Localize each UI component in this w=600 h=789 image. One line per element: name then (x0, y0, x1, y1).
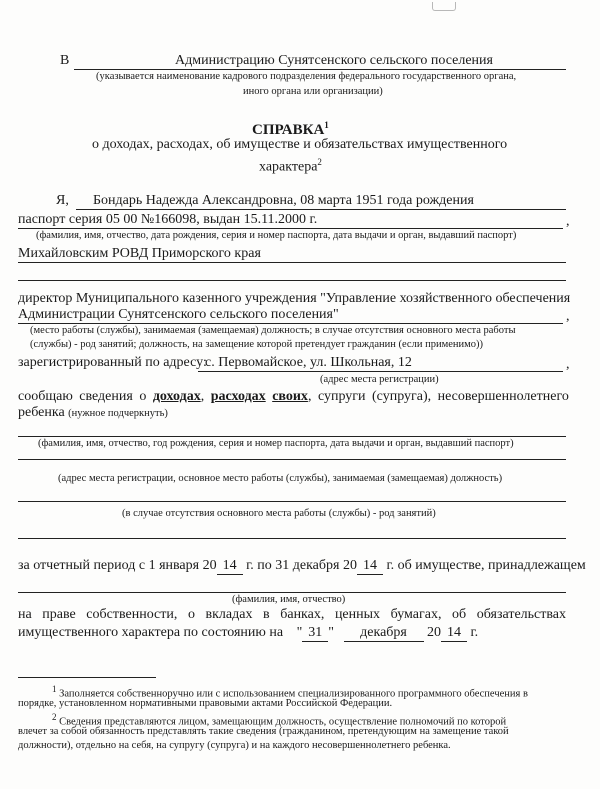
title-line-3: характера$^2$ (259, 157, 322, 175)
work-hint-2: (службы) - род занятий; должность, на замещение которой претендует гражданин (если применимо)) (30, 339, 483, 350)
passport-underline (18, 228, 563, 229)
ownership-line-1: на праве собственности, о вкладах в банках, ценных бумагах, об обязательствах (18, 607, 566, 622)
footnote-2-line-1: $^2$ Сведения представляются лицом, замещающим должность, осуществление полномочий по которой (52, 712, 507, 728)
address-label: зарегистрированный по адресу: (18, 355, 207, 370)
address-comma: , (566, 357, 570, 372)
work-line-1: директор Муниципального казенного учреждения "Управление хозяйственного обеспечения (18, 291, 571, 306)
person-name: Бондарь Надежда Александровна, 08 марта 1951 года рождения (93, 193, 474, 208)
fio-hint: (фамилия, имя, отчество) (232, 594, 346, 605)
person-underline (76, 209, 566, 210)
work-hint-1: (место работы (службы), занимаемая (замещаемая) должность; в случае отсутствия основного места работы (30, 325, 516, 336)
passport-issuer: Михайловским РОВД Приморского края (18, 246, 261, 261)
work-line-2: Администрации Сунятсенского сельского поселения" (18, 307, 339, 322)
person-hint: (фамилия, имя, отчество, дата рождения, серия и номер паспорта, дата выдачи и орган, выдавший паспорт) (36, 230, 517, 241)
family-hint: (фамилия, имя, отчество, год рождения, серия и номер паспорта, дата выдачи и орган, выдавший паспорт) (38, 438, 514, 449)
ya-label: Я, (56, 193, 69, 208)
recipient-prefix: В (60, 53, 70, 68)
report-child: ребенка (нужное подчеркнуть) (18, 405, 168, 420)
recipient-hint-1: (указывается наименование кадрового подразделения федерального государственного органа, (96, 71, 517, 82)
recipient-underline (74, 69, 566, 70)
document-title: СПРАВКА$^1$ (252, 120, 329, 138)
work-comma: , (566, 309, 570, 324)
passport-value: паспорт серия 05 00 №166098, выдан 15.11.2000 г. (18, 212, 318, 227)
ownership-line-2: имущественного характера по состоянию на " 31 " декабря 20 14 г. (18, 625, 479, 640)
workplace-hint: (адрес места регистрации, основное место работы (службы), занимаемая (замещаемая) должность) (58, 473, 503, 484)
footnote-2-line-3: должности), отдельно на себя, на супругу (супруга) и на каждого несовершеннолетнего ребенка. (18, 740, 451, 751)
blank-line-4 (18, 538, 566, 539)
reporting-period: за отчетный период с 1 января 20 14 г. по 31 декабря 20 14 г. об имуществе, принадлежащем (18, 558, 586, 573)
blank-line-2 (18, 459, 566, 460)
issuer-underline (18, 262, 566, 263)
footnote-2-line-2: влечет за собой обязанность представлять такие сведения (гражданином, претендующим на замещение такой (18, 726, 509, 737)
passport-comma: , (566, 214, 570, 229)
blank-line-3 (18, 501, 566, 502)
footnote-separator (18, 677, 156, 678)
work-underline (18, 323, 563, 324)
footnote-1-line-2: порядке, установленном нормативными правовыми актами Российской Федерации. (18, 698, 393, 709)
page-corner-mark (432, 2, 456, 11)
recipient-hint-2: иного органа или организации) (243, 86, 383, 97)
blank-line-1 (18, 280, 566, 281)
address-hint: (адрес места регистрации) (320, 374, 439, 385)
report-sentence: сообщаю сведения о доходах, расходах своих, супруги (супруга), несовершеннолетнего (18, 389, 569, 404)
address-value: с. Первомайское, ул. Школьная, 12 (205, 355, 412, 370)
title-line-2: о доходах, расходах, об имуществе и обязательствах имущественного (92, 137, 508, 152)
address-underline (198, 371, 563, 372)
period-owner-line (18, 592, 566, 593)
footnote-1-line-1: $^1$ Заполняется собственноручно или с использованием специализированного программного обеспечения в (52, 684, 528, 700)
recipient-name: Администрацию Сунятсенского сельского поселения (175, 53, 493, 68)
family-line (18, 436, 566, 437)
occupation-hint: (в случае отсутствия основного места работы (службы) - род занятий) (122, 508, 436, 519)
